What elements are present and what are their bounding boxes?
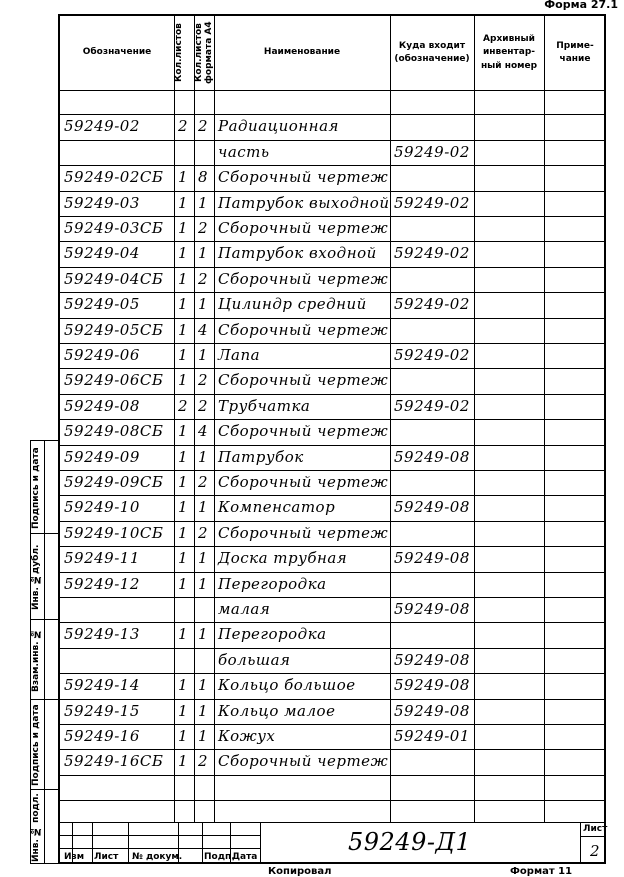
- cell-sheets: 1: [178, 701, 189, 720]
- cell-name: Радиационная: [218, 117, 339, 136]
- table-row: [60, 700, 606, 725]
- cell-where: 59249-02: [394, 295, 470, 314]
- cell-a4: 2: [198, 117, 209, 136]
- cell-name: Сборочный чертеж: [218, 523, 389, 542]
- cell-name: Доска трубная: [218, 549, 348, 568]
- header-note: Приме-чание: [556, 40, 594, 64]
- table-row: [60, 598, 606, 623]
- cell-name: часть: [218, 142, 270, 161]
- cell-where: 59249-08: [394, 447, 470, 466]
- table-row: [60, 420, 606, 445]
- cell-a4: 1: [198, 193, 209, 212]
- cell-designation: 59249-06: [64, 346, 140, 364]
- table-row: [60, 623, 606, 648]
- cell-a4: 2: [198, 523, 209, 542]
- cell-name: малая: [218, 600, 271, 618]
- cell-a4: 1: [198, 346, 209, 364]
- cell-designation: 59249-12: [64, 574, 140, 593]
- cell-where: 59249-08: [394, 701, 470, 720]
- header-archive-no: Архивный инвентар-ный номер: [480, 33, 538, 71]
- cell-sheets: 1: [178, 523, 189, 542]
- stamp-col-doc: № докум.: [132, 852, 183, 862]
- cell-name: Сборочный чертеж: [218, 219, 389, 237]
- cell-sheets: 1: [178, 574, 189, 593]
- header-name: Наименование: [263, 47, 341, 58]
- cell-name: Сборочный чертеж: [218, 422, 389, 441]
- cell-name: Кольцо большое: [218, 676, 356, 695]
- cell-a4: 4: [198, 422, 209, 441]
- cell-where: 59249-08: [394, 650, 470, 669]
- cell-a4: 1: [198, 549, 209, 568]
- cell-sheets: 2: [178, 117, 189, 136]
- cell-sheets: 1: [178, 422, 189, 441]
- document-number: 59249-Д1: [348, 828, 472, 856]
- cell-a4: 4: [198, 320, 209, 339]
- table-row: [60, 522, 606, 547]
- cell-where: 59249-08: [394, 676, 470, 695]
- header-sheets-a4: Кол.листов формата А4: [194, 21, 214, 85]
- cell-sheets: 2: [178, 396, 189, 415]
- header-designation: Обозначение: [82, 47, 152, 58]
- cell-where: 59249-02: [394, 346, 470, 364]
- cell-name: Компенсатор: [218, 498, 336, 517]
- side-label-sign-date-1: Подпись и дата: [31, 447, 41, 529]
- table-row: [60, 496, 606, 521]
- table-row: [60, 446, 606, 471]
- table-row: [60, 344, 606, 369]
- sheet-label: Лист: [583, 824, 608, 834]
- revision-block: [60, 822, 260, 864]
- cell-name: большая: [218, 650, 291, 669]
- cell-a4: 1: [198, 727, 209, 745]
- stamp-col-izm: Изм: [64, 852, 85, 862]
- side-label-sign-date-2: Подпись и дата: [31, 704, 41, 786]
- table-row: [60, 471, 606, 496]
- cell-designation: 59249-06СБ: [64, 371, 164, 390]
- cell-where: 59249-02: [394, 396, 470, 415]
- cell-where: 59249-02: [394, 142, 470, 161]
- cell-a4: 1: [198, 447, 209, 466]
- cell-designation: 59249-02СБ: [64, 168, 164, 187]
- cell-name: Сборочный чертеж: [218, 269, 389, 288]
- cell-sheets: 1: [178, 676, 189, 695]
- side-label-orig-inv: Инв. № подл.: [31, 793, 41, 863]
- cell-name: Кожух: [218, 727, 276, 745]
- table-row: [60, 573, 606, 598]
- header-where-used: Куда входит (обозначение): [394, 40, 470, 64]
- cell-designation: 59249-04: [64, 244, 140, 263]
- table-row: [60, 750, 606, 775]
- cell-a4: 2: [198, 473, 209, 491]
- cell-a4: 2: [198, 219, 209, 237]
- cell-a4: 1: [198, 701, 209, 720]
- cell-sheets: 1: [178, 752, 189, 771]
- cell-a4: 1: [198, 625, 209, 644]
- cell-name: Сборочный чертеж: [218, 168, 389, 187]
- cell-sheets: 1: [178, 346, 189, 364]
- cell-name: Сборочный чертеж: [218, 320, 389, 339]
- cell-designation: 59249-11: [64, 549, 140, 568]
- form-label: Форма 27.1: [544, 0, 618, 11]
- cell-designation: 59249-05: [64, 295, 140, 314]
- cell-name: Патрубок входной: [218, 244, 377, 263]
- cell-name: Цилиндр средний: [218, 295, 367, 314]
- table-row: [60, 242, 606, 267]
- table-row: [60, 268, 606, 293]
- cell-designation: 59249-05СБ: [64, 320, 164, 339]
- cell-where: 59249-08: [394, 549, 470, 568]
- cell-designation: 59249-15: [64, 701, 140, 720]
- cell-a4: 2: [198, 752, 209, 771]
- cell-designation: 59249-16: [64, 727, 140, 745]
- cell-sheets: 1: [178, 168, 189, 187]
- cell-a4: 1: [198, 676, 209, 695]
- table-row: [60, 369, 606, 394]
- cell-sheets: 1: [178, 295, 189, 314]
- stamp-col-list: Лист: [94, 852, 119, 862]
- stamp-col-sign: Подп.: [204, 852, 235, 862]
- cell-name: Патрубок выходной: [218, 193, 390, 212]
- cell-a4: 1: [198, 244, 209, 263]
- cell-designation: 59249-13: [64, 625, 140, 644]
- side-label-replace-inv: Взам.инв. №: [31, 628, 41, 692]
- table-row: [60, 725, 606, 750]
- table-row: [60, 674, 606, 699]
- table-row: [60, 141, 606, 166]
- cell-name: Кольцо малое: [218, 701, 336, 720]
- cell-designation: 59249-08СБ: [64, 422, 164, 441]
- cell-designation: 59249-02: [64, 117, 140, 136]
- cell-name: Лапа: [218, 346, 261, 364]
- cell-sheets: 1: [178, 727, 189, 745]
- cell-sheets: 1: [178, 498, 189, 517]
- cell-designation: 59249-14: [64, 676, 140, 695]
- cell-sheets: 1: [178, 549, 189, 568]
- table-row: [60, 395, 606, 420]
- side-stamp: [30, 440, 58, 864]
- table-row: [60, 776, 606, 801]
- cell-sheets: 1: [178, 625, 189, 644]
- cell-name: Сборочный чертеж: [218, 752, 389, 771]
- table-row: [60, 547, 606, 572]
- cell-name: Перегородка: [218, 625, 327, 644]
- table-row: [60, 192, 606, 217]
- cell-name: Сборочный чертеж: [218, 473, 389, 491]
- cell-sheets: 1: [178, 244, 189, 263]
- cell-name: Сборочный чертеж: [218, 371, 389, 390]
- cell-designation: 59249-10: [64, 498, 140, 517]
- cell-where: 59249-02: [394, 244, 470, 263]
- cell-a4: 1: [198, 574, 209, 593]
- cell-a4: 2: [198, 396, 209, 415]
- cell-a4: 2: [198, 371, 209, 390]
- cell-a4: 8: [198, 168, 209, 187]
- cell-where: 59249-08: [394, 600, 470, 618]
- cell-a4: 1: [198, 295, 209, 314]
- cell-designation: 59249-03: [64, 193, 140, 212]
- cell-designation: 59249-08: [64, 396, 140, 415]
- table-row: [60, 166, 606, 191]
- cell-sheets: 1: [178, 193, 189, 212]
- header-sheets-count: Кол.листов: [174, 23, 184, 83]
- footer-format: Формат 11: [510, 866, 573, 877]
- cell-a4: 1: [198, 498, 209, 517]
- cell-designation: 59249-03СБ: [64, 219, 164, 237]
- cell-sheets: 1: [178, 219, 189, 237]
- footer-copied: Копировал: [268, 866, 332, 877]
- table-row: [60, 319, 606, 344]
- cell-designation: 59249-09СБ: [64, 473, 164, 491]
- cell-designation: 59249-09: [64, 447, 140, 466]
- cell-where: 59249-01: [394, 727, 470, 745]
- side-label-dup-inv: Инв. №дубл.: [31, 544, 41, 610]
- cell-designation: 59249-04СБ: [64, 269, 164, 288]
- table-row: [60, 217, 606, 242]
- cell-a4: 2: [198, 269, 209, 288]
- table-row: [60, 115, 606, 140]
- cell-name: Патрубок: [218, 447, 304, 466]
- table-row: [60, 293, 606, 318]
- cell-where: 59249-02: [394, 193, 470, 212]
- cell-sheets: 1: [178, 320, 189, 339]
- table-row: [60, 90, 606, 115]
- specification-sheet: [58, 14, 606, 864]
- cell-name: Перегородка: [218, 574, 327, 593]
- cell-sheets: 1: [178, 473, 189, 491]
- sheet-number: 2: [590, 842, 601, 860]
- cell-sheets: 1: [178, 371, 189, 390]
- cell-name: Трубчатка: [218, 396, 311, 415]
- table-row: [60, 649, 606, 674]
- cell-designation: 59249-10СБ: [64, 523, 164, 542]
- cell-sheets: 1: [178, 447, 189, 466]
- cell-where: 59249-08: [394, 498, 470, 517]
- stamp-col-date: Дата: [232, 852, 258, 862]
- cell-sheets: 1: [178, 269, 189, 288]
- cell-designation: 59249-16СБ: [64, 752, 164, 771]
